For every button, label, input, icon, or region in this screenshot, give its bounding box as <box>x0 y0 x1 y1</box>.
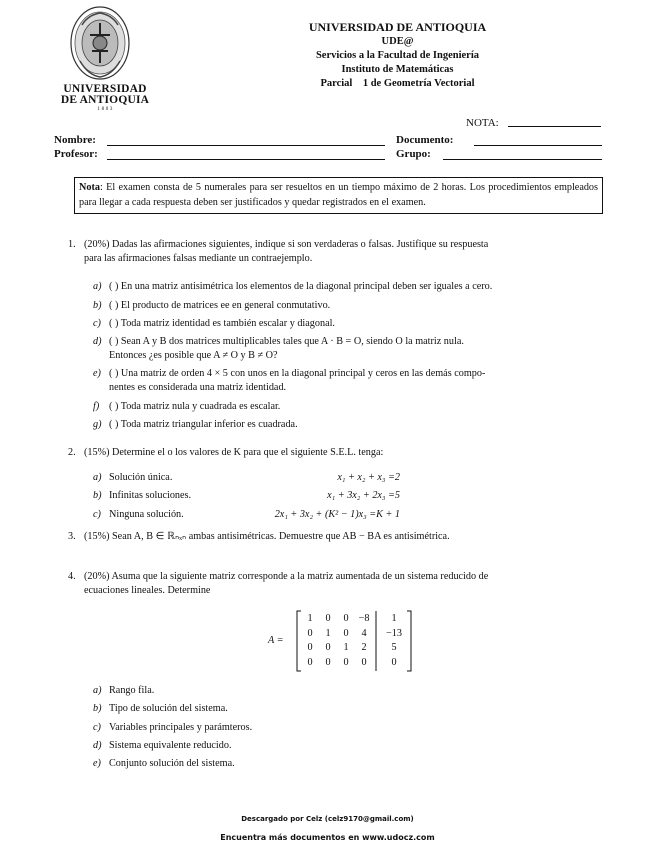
matrix-cell: 0 <box>325 656 331 668</box>
download-notice: Descargado por Celz (celz9170@gmail.com) <box>241 815 414 823</box>
matrix-cell: 2 <box>361 642 367 653</box>
header-unit: UDE@ <box>381 36 414 47</box>
matrix-cell: 0 <box>307 642 313 653</box>
header-university: UNIVERSIDAD DE ANTIOQUIA <box>308 20 487 34</box>
q4-item-c-text: Variables principales y parámteros. <box>109 722 253 733</box>
profesor-field[interactable] <box>107 159 385 160</box>
q2-item-a-label: a) <box>93 472 102 483</box>
q1-item-g-text: ( ) Toda matriz triangular inferior es cuadrada. <box>109 419 298 430</box>
documento-field[interactable] <box>474 145 602 146</box>
note-label: Nota <box>79 182 100 193</box>
q2-item-b-label: b) <box>93 490 102 501</box>
matrix-cell: 1 <box>325 627 331 639</box>
documento-label: Documento: <box>396 134 454 146</box>
matrix-cell: 0 <box>361 656 367 668</box>
matrix-cell: 0 <box>325 613 331 624</box>
q2-item-a-text: Solución única. <box>109 472 173 483</box>
q1-item-c-label: c) <box>93 318 101 329</box>
logo-text-antioquia: DE ANTIOQUIA <box>60 94 150 106</box>
grupo-label: Grupo: <box>396 148 431 160</box>
matrix-label: A = <box>268 635 284 646</box>
nota-field[interactable] <box>508 126 601 127</box>
q1-item-e-text2: nentes es considerada una matriz identidad. <box>109 382 287 393</box>
q1-item-e-text: ( ) Una matriz de orden 4 × 5 con unos en la diagonal principal y ceros en las demás compo- <box>109 368 486 379</box>
matrix-cell: 0 <box>343 627 349 639</box>
q3-text: (15%) Sean A, B ∈ ℝₙₓₙ ambas antisimétricas. Demuestre que AB − BA es antisimétrica. <box>84 531 450 542</box>
nota-label: NOTA: <box>466 117 499 129</box>
matrix-cell: 5 <box>391 642 397 653</box>
matrix-cell: 0 <box>343 613 349 624</box>
q1-item-g-label: g) <box>93 419 102 430</box>
grupo-field[interactable] <box>443 159 602 160</box>
q1-text-line1: (20%) Dadas las afirmaciones siguientes, indique si son verdaderas o falsas. Justifique su respuesta <box>84 239 489 250</box>
q2-item-b-text: Infinitas soluciones. <box>109 490 192 501</box>
q1-text-line2: para las afirmaciones falsas mediante un contraejemplo. <box>84 253 313 264</box>
q4-item-e-text: Conjunto solución del sistema. <box>109 758 235 769</box>
exam-name: 1 de Geometría Vectorial <box>362 78 475 89</box>
nombre-field[interactable] <box>107 145 385 146</box>
udocz-link[interactable]: Encuentra más documentos en www.udocz.com <box>220 833 435 842</box>
q4-item-a-text: Rango fila. <box>109 685 155 696</box>
q2-number: 2. <box>68 447 76 458</box>
matrix-cell: 0 <box>343 656 349 668</box>
q1-item-d-text2: Entonces ¿es posible que A ≠ O y B ≠ O? <box>109 350 278 361</box>
q4-item-e-label: e) <box>93 758 101 769</box>
q2-equation-3: 2x₁ + 3x₂ + (K² − 1)x₃ =K + 1 <box>274 509 400 520</box>
matrix-cell: −8 <box>358 613 370 624</box>
q1-item-d-label: d) <box>93 336 102 347</box>
q2-text: (15%) Determine el o los valores de K para que el siguiente S.E.L. tenga: <box>84 447 384 458</box>
nombre-label: Nombre: <box>54 134 96 146</box>
q4-item-a-label: a) <box>93 685 102 696</box>
q1-item-b-label: b) <box>93 300 102 311</box>
q2-item-c-label: c) <box>93 509 101 520</box>
q4-number: 4. <box>68 571 76 582</box>
note-text: : El examen consta de 5 numerales para ser resueltos en un tiempo máximo de 2 horas. Los procedimientos empleados para llegar a cada respuesta deben ser justificados y quedar registrados en el examen. <box>79 182 598 208</box>
profesor-label: Profesor: <box>54 148 98 160</box>
q1-item-e-label: e) <box>93 368 101 379</box>
q1-number: 1. <box>68 239 76 250</box>
university-seal-icon <box>68 5 132 83</box>
q1-item-d-text: ( ) Sean A y B dos matrices multiplicables tales que A · B = O, siendo O la matriz nula. <box>109 336 464 347</box>
header-service: Servicios a la Facultad de Ingeniería <box>315 50 480 61</box>
augmented-matrix <box>296 610 412 672</box>
exam-note <box>74 177 603 214</box>
logo-text-university: UNIVERSIDAD <box>63 83 147 95</box>
q4-item-d-label: d) <box>93 740 102 751</box>
matrix-cell: −13 <box>386 627 402 639</box>
q4-item-c-label: c) <box>93 722 101 733</box>
q2-equation-1: x₁ + x₂ + x₃ =2 <box>337 472 400 483</box>
matrix-cell: 1 <box>343 642 349 653</box>
matrix-cell: 1 <box>307 613 313 624</box>
matrix-cell: 0 <box>307 627 313 639</box>
header-exam-title <box>285 77 510 91</box>
matrix-cell: 4 <box>361 627 367 639</box>
q1-item-f-text: ( ) Toda matriz nula y cuadrada es escalar. <box>109 401 281 412</box>
matrix-cell: 0 <box>325 642 331 653</box>
q1-item-f-label: f) <box>93 401 100 412</box>
q1-item-a-text: ( ) En una matriz antisimétrica los elementos de la diagonal principal deben ser iguales a cero. <box>109 281 493 292</box>
q4-item-d-text: Sistema equivalente reducido. <box>109 740 232 751</box>
q1-item-a-label: a) <box>93 281 102 292</box>
matrix-cell: 1 <box>391 613 397 624</box>
q4-text-line2: ecuaciones lineales. Determine <box>84 585 211 596</box>
matrix-cell: 0 <box>391 656 397 668</box>
q2-equation-2: x₁ + 3x₂ + 2x₃ =5 <box>327 490 400 501</box>
q3-number: 3. <box>68 531 76 542</box>
matrix-cell: 0 <box>307 656 313 668</box>
q4-item-b-label: b) <box>93 703 102 714</box>
q4-text-line1: (20%) Asuma que la siguiente matriz corresponde a la matriz aumentada de un sistema reducido de <box>84 571 489 582</box>
q2-item-c-text: Ninguna solución. <box>109 509 184 520</box>
q1-item-b-text: ( ) El producto de matrices ee en general conmutativo. <box>109 300 331 311</box>
header-institute: Instituto de Matemáticas <box>341 64 454 75</box>
q4-item-b-text: Tipo de solución del sistema. <box>109 703 228 714</box>
logo-year: 1 8 0 3 <box>97 107 113 112</box>
exam-type: Parcial <box>320 78 353 89</box>
q1-item-c-text: ( ) Toda matriz identidad es también escalar y diagonal. <box>109 318 335 329</box>
